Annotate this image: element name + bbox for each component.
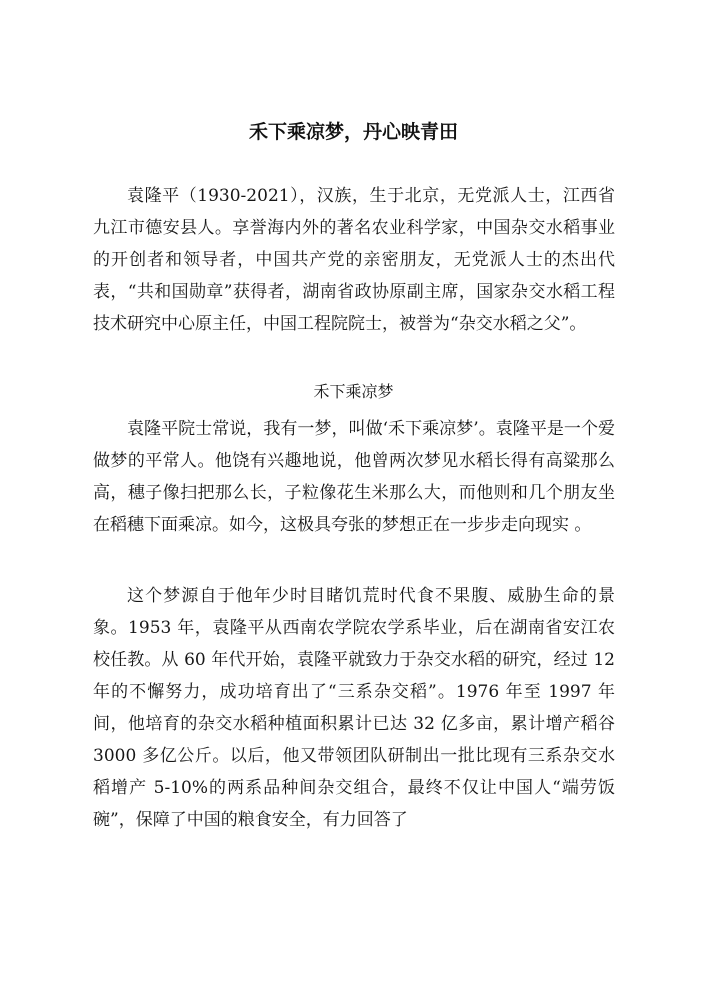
intro-paragraph: 袁隆平（1930-2021），汉族，生于北京，无党派人士，江西省九江市德安县人。享誉海内外的著名农业科学家，中国杂交水稻事业的开创者和领导者，中国共产党的亲密朋友，无党派人士的杰出代表，“共和国勋章”获得者，湖南省政协原副主席，国家杂交水稻工程技术研究中心原主任，中国工程院院士，被誉为“杂交水稻之父”。 — [93, 186, 615, 334]
document-title: 禾下乘凉梦，丹心映青田 — [248, 121, 458, 143]
paragraph-dream: 袁隆平院士常说，我有一梦，叫做‘禾下乘凉梦’。袁隆平是一个爱做梦的平常人。他饶有兴趣地说，他曾两次梦见水稻长得有高粱那么高，穗子像扫把那么长，子粒像花生米那么大，而他则和几个朋友坐在稻穗下面乘凉。如今，这极具夸张的梦想正在一步步走向现实 。 — [93, 419, 615, 535]
section-heading: 禾下乘凉梦 — [313, 382, 394, 401]
paragraph-origin: 这个梦源自于他年少时目睹饥荒时代食不果腹、威胁生命的景象。1953 年，袁隆平从西南农学院农学系毕业，后在湖南省安江农校任教。从 60 年代开始，袁隆平就致力于杂交水稻的研究，经过 12 年的不懈努力，成功培育出了“三系杂交稻”。1976 年至 1997 年间，他培育的杂交水稻种植面积累计已达 32 亿多亩，累计增产稻谷 3000 多亿公斤。以后，他又带领团队研制出一批比现有三系杂交水稻增产 5-10%的两系品种间杂交组合，最终不仅让中国人“端劳饭碗”，保障了中国的粮食安全，有力回答了 — [93, 586, 615, 830]
